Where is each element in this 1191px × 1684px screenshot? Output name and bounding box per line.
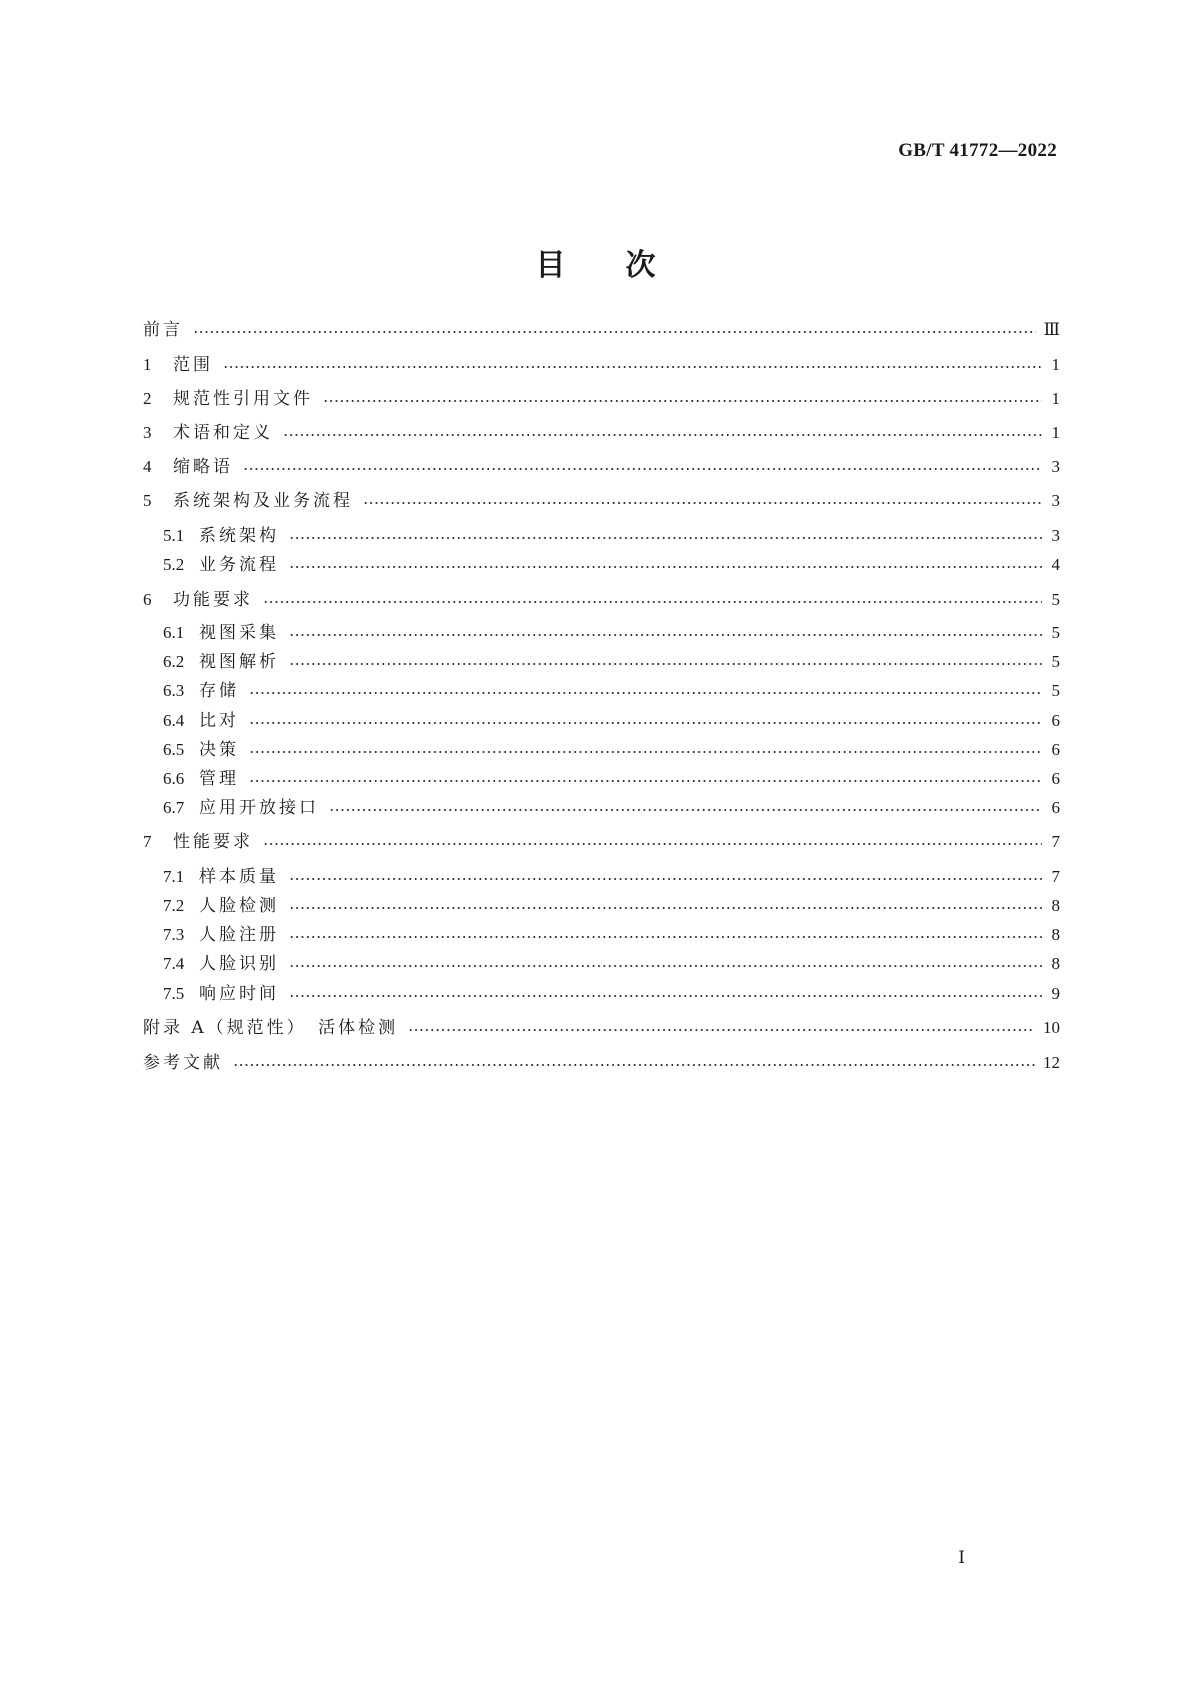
toc-entry-page: 12 [1043,1053,1060,1072]
toc-entry[interactable] [163,952,1060,976]
toc-entry-label: 缩略语 [173,457,233,477]
toc-entry-label: 决策 [199,740,239,760]
toc-entry-label: 人脸识别 [199,954,279,974]
toc-entry-page: 5 [1051,590,1060,609]
toc-entry[interactable] [143,1051,1060,1075]
dot-leader [283,434,1042,436]
toc-entry[interactable] [143,421,1060,445]
toc-entry-page: 8 [1051,954,1060,973]
toc-entry-label: 前言 [143,320,183,340]
toc-entry[interactable] [143,353,1060,377]
toc-entry-number: 6.5 [163,740,185,759]
toc-entry-number: 6.6 [163,769,185,788]
toc-entry[interactable] [143,455,1060,479]
toc-entry-number: 6.7 [163,798,185,817]
toc-entry[interactable] [143,830,1060,854]
toc-entry-page: 7 [1051,832,1060,851]
toc-entry-page: 8 [1051,925,1060,944]
toc-entry-number: 6.4 [163,711,185,730]
toc-entry-page: 6 [1051,798,1060,817]
toc-entry-number: 7.4 [163,954,185,973]
toc-entry-label: 系统架构 [199,526,279,546]
toc-entry-label: 功能要求 [173,590,253,610]
dot-leader [249,722,1042,724]
toc-entry-number: 2 [143,389,152,408]
toc-entry-page: 4 [1051,555,1060,574]
toc-entry-label: 视图采集 [199,623,279,643]
toc-entry[interactable] [163,796,1060,820]
toc-entry-label: 视图解析 [199,652,279,672]
toc-entry-page: 3 [1051,526,1060,545]
dot-leader [289,566,1042,568]
dot-leader [289,995,1042,997]
dot-leader [289,936,1042,938]
toc-entry-number: 7.1 [163,867,185,886]
toc-entry-label: 响应时间 [199,984,279,1004]
toc-entry-label: 应用开放接口 [199,798,319,818]
toc-entry-label: 系统架构及业务流程 [173,491,353,511]
toc-entry-label: 附录 A（规范性） 活体检测 [143,1018,399,1038]
toc-entry-page: 10 [1043,1018,1060,1037]
toc-entry[interactable] [143,1016,1060,1040]
toc-entry-number: 7.3 [163,925,185,944]
dot-leader [193,331,1036,333]
dot-leader [329,809,1042,811]
toc-entry-label: 存储 [199,681,239,701]
dot-leader [289,907,1042,909]
toc-entry-page: 3 [1051,457,1060,476]
dot-leader [289,965,1042,967]
dot-leader [263,601,1042,603]
toc-entry[interactable] [163,524,1060,548]
toc-entry-label: 范围 [173,355,213,375]
toc-entry-page: 6 [1051,769,1060,788]
dot-leader [323,400,1042,402]
toc-entry-page: 8 [1051,896,1060,915]
toc-entry[interactable] [163,923,1060,947]
toc-entry[interactable] [163,738,1060,762]
toc-entry-page: 5 [1051,652,1060,671]
dot-leader [249,751,1042,753]
page-title: 目次 [535,248,716,283]
toc-entry-label: 性能要求 [173,832,253,852]
dot-leader [249,692,1042,694]
toc-entry-label: 规范性引用文件 [173,389,313,409]
standard-number: GB/T 41772—2022 [898,140,1057,161]
toc-entry-number: 5.2 [163,555,185,574]
dot-leader [243,468,1042,470]
toc-entry-number: 6.3 [163,681,185,700]
toc-entry[interactable] [143,387,1060,411]
toc-entry-number: 7.2 [163,896,185,915]
toc-entry-label: 参考文献 [143,1053,223,1073]
toc-entry-label: 人脸检测 [199,896,279,916]
toc-entry[interactable] [163,767,1060,791]
toc-entry-page: 7 [1051,867,1060,886]
toc-entry-number: 7 [143,832,152,851]
toc-entry-page: 6 [1051,740,1060,759]
toc-entry-page: 6 [1051,711,1060,730]
toc-entry-label: 比对 [199,711,239,731]
toc-entry-label: 人脸注册 [199,925,279,945]
toc-entry-page: 1 [1051,355,1060,374]
toc-entry-number: 5 [143,491,152,510]
toc-entry[interactable] [163,679,1060,703]
dot-leader [263,843,1042,845]
toc-entry[interactable] [163,553,1060,577]
toc-entry-number: 7.5 [163,984,185,1003]
toc-entry-page: 1 [1051,389,1060,408]
toc-entry[interactable] [163,982,1060,1006]
toc-entry-number: 6 [143,590,152,609]
toc-entry-page: 5 [1051,623,1060,642]
toc-entry-number: 5.1 [163,526,185,545]
dot-leader [233,1064,1035,1066]
toc-entry[interactable] [163,650,1060,674]
dot-leader [363,502,1042,504]
dot-leader [289,634,1042,636]
toc-entry-number: 4 [143,457,152,476]
page-number: Ⅰ [958,1548,965,1567]
dot-leader [223,366,1042,368]
toc-entry-page: 5 [1051,681,1060,700]
toc-entry-number: 6.2 [163,652,185,671]
toc-entry[interactable] [163,894,1060,918]
dot-leader [289,537,1042,539]
toc-entry-label: 业务流程 [199,555,279,575]
toc-entry-label: 样本质量 [199,867,279,887]
dot-leader [249,780,1042,782]
toc-entry[interactable] [163,621,1060,645]
toc-entry-page: 9 [1051,984,1060,1003]
toc-entry-number: 1 [143,355,152,374]
toc-entry[interactable] [143,318,1060,342]
toc-entry[interactable] [143,489,1060,513]
dot-leader [289,663,1042,665]
toc-entry[interactable] [163,709,1060,733]
toc-entry-label: 术语和定义 [173,423,273,443]
toc-entry-page: 1 [1051,423,1060,442]
toc-entry-number: 3 [143,423,152,442]
toc-entry-page: Ⅲ [1043,320,1060,339]
toc-entry-label: 管理 [199,769,239,789]
toc-entry[interactable] [143,588,1060,612]
toc-entry[interactable] [163,865,1060,889]
toc-entry-number: 6.1 [163,623,185,642]
dot-leader [289,878,1042,880]
toc-entry-page: 3 [1051,491,1060,510]
dot-leader [408,1029,1035,1031]
